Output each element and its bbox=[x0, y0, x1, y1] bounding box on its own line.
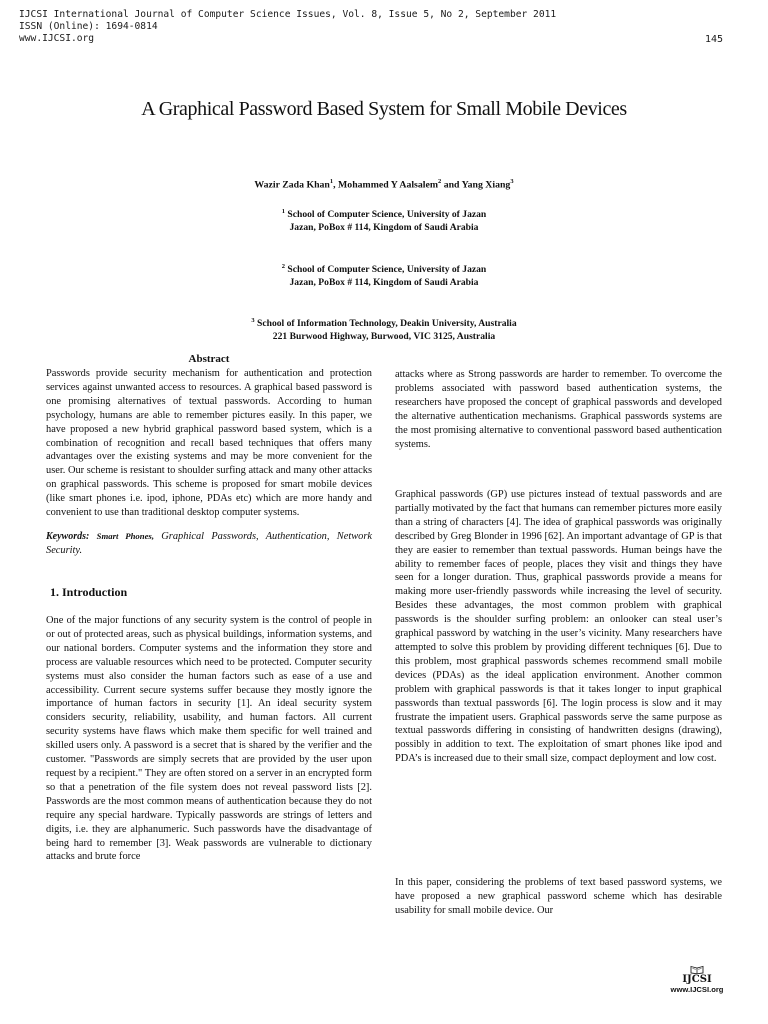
affiliation-line: School of Computer Science, University of Jazan bbox=[287, 264, 487, 276]
section-heading: 1. Introduction bbox=[50, 585, 128, 599]
intro-paragraph: One of the major functions of any security system is the control of people in or out of protected areas, such as physical buildings, information systems, and our national borders. Computer systems and the information they store and process are valuable resources which need to be protected. Computer security systems must also consider the human factors such as ease of a use and accessibility. Current secure systems suffer because they mostly ignore the importance of human factors in security [1]. An ideal security system considers security, reliability, usability, and human factors. All current security systems have flaws which make them specific for well trained and skilled users only. A password is a secret that is shared by the verifier and the customer. "Passwords are simply secrets that are provided by the user upon request by a recipient." They are often stored on a server in an encrypted form so that a penetration of the file system does not reveal password lists [2]. Passwords are the most common means of authentication because they do not require any special hardware. Typically passwords are strings of letters and digits, i.e. they are alphanumeric. Such passwords have the disadvantage of being hard to remember [3]. Weak passwords are vulnerable to dictionary attacks and brute force bbox=[46, 615, 372, 863]
abstract-heading: Abstract bbox=[188, 353, 230, 365]
affiliation-line: Jazan, PoBox # 114, Kingdom of Saudi Arabia bbox=[289, 222, 479, 234]
right-paragraph-2: Graphical passwords (GP) use pictures instead of textual passwords and are partially motivated by the fact that humans can remember pictures more easily than a string of characters [4]. The idea of graphical passwords was originally described by Greg Blonder in 1996 [62]. An important advantage of GP is that they are easier to remember than textual passwords. Human beings have the ability to remember faces of people, places they visit and things they have seen for a longer duration. Thus, graphical passwords provide a means for making more user-friendly passwords while increasing the level of security. Besides these advantages, the most common problem with graphical passwords is the shoulder surfing problem: an onlooker can steal user’s graphical password by watching in the user’s vicinity. Many researchers have attempted to solve this problem by providing different techniques [6]. Due to this problem, most graphical passwords schemes recommend small mobile devices (PDAs) as the ideal application environment. Another common problem with graphical passwords is that it takes longer to input graphical passwords than textual passwords [6]. The login process is slow and it may frustrate the impatient users. Graphical passwords serve the same purpose as textual passwords differing in consisting of handwritten designs (drawing), possibly in addition to text. The exploitation of smart phones like ipod and PDA’s is increased due to their small size, compact deployment and low cost. bbox=[395, 489, 722, 765]
paper-title: A Graphical Password Based System for Small Mobile Devices bbox=[141, 98, 627, 120]
affiliation-line: School of Computer Science, University of Jazan bbox=[287, 209, 487, 221]
affiliation-line: School of Information Technology, Deakin University, Australia bbox=[257, 318, 517, 330]
abstract-text: Passwords provide security mechanism for authentication and protection services against unwanted access to resources. A graphical based password is one promising alternatives of textual passwords. According to human psychology, humans are able to remember pictures easily. In this paper, we have proposed a new hybrid graphical password based system, which is a combination of recognition and recall based techniques that offers many advantages over the existing systems and may be more convenient for the user. Our scheme is resistant to shoulder surfing attack and many other attacks on graphical passwords. This scheme is proposed for smart mobile devices (like smart phones i.e. ipod, iphone, PDAs etc) which are more handy and convenient to use than traditional desktop computer systems. bbox=[46, 368, 372, 519]
keywords bbox=[46, 530, 372, 558]
journal-issn: ISSN (Online): 1694-0814 bbox=[19, 21, 158, 32]
affiliation-2 bbox=[60, 260, 708, 290]
author-superscript: 1 bbox=[329, 178, 334, 185]
logo-url: www.IJCSI.org bbox=[670, 985, 724, 994]
affiliation-line: 221 Burwood Highway, Burwood, VIC 3125, Australia bbox=[272, 331, 496, 343]
author-superscript: 2 bbox=[438, 178, 442, 185]
keywords-label: Keywords: bbox=[46, 531, 90, 542]
right-paragraph-3: In this paper, considering the problems of text based password systems, we have proposed a new graphical password scheme which has desirable usability for small mobile device. Our bbox=[395, 877, 722, 916]
right-paragraph-1: attacks where as Strong passwords are harder to remember. To overcome the problems associated with password based authentication systems, the researchers have proposed the concept of graphical passwords and developed the alternative authentication mechanisms. Graphical passwords systems are the most promising alternative to conventional password based authentication systems. bbox=[395, 369, 722, 450]
affiliation-superscript: 1 bbox=[281, 208, 285, 215]
keywords-list: Graphical Passwords, Authentication, Network Security. bbox=[46, 531, 372, 556]
journal-website: www.IJCSI.org bbox=[19, 33, 95, 44]
affiliation-superscript: 3 bbox=[251, 317, 255, 324]
keyword-smart-phones: Smart Phones, bbox=[96, 531, 154, 541]
journal-title: IJCSI International Journal of Computer Science Issues, Vol. 8, Issue 5, No 2, September 2011 bbox=[19, 9, 557, 20]
ijcsi-logo bbox=[666, 965, 728, 994]
affiliation-1 bbox=[60, 205, 708, 235]
open-book-icon bbox=[690, 965, 704, 974]
author-name: Mohammed Y Aalsalem bbox=[338, 179, 439, 191]
logo-name: IJCSI bbox=[682, 974, 712, 985]
affiliation-line: Jazan, PoBox # 114, Kingdom of Saudi Arabia bbox=[289, 277, 479, 289]
journal-header bbox=[19, 9, 729, 45]
author-superscript: 3 bbox=[510, 178, 514, 185]
author-list bbox=[60, 178, 708, 190]
affiliation-superscript: 2 bbox=[281, 263, 285, 270]
affiliation-3 bbox=[60, 314, 708, 344]
author-separator: , bbox=[333, 179, 339, 191]
author-separator: and bbox=[441, 179, 462, 191]
author-name: Wazir Zada Khan bbox=[254, 179, 330, 191]
page-number: 145 bbox=[704, 34, 723, 45]
author-name: Yang Xiang bbox=[461, 179, 511, 191]
